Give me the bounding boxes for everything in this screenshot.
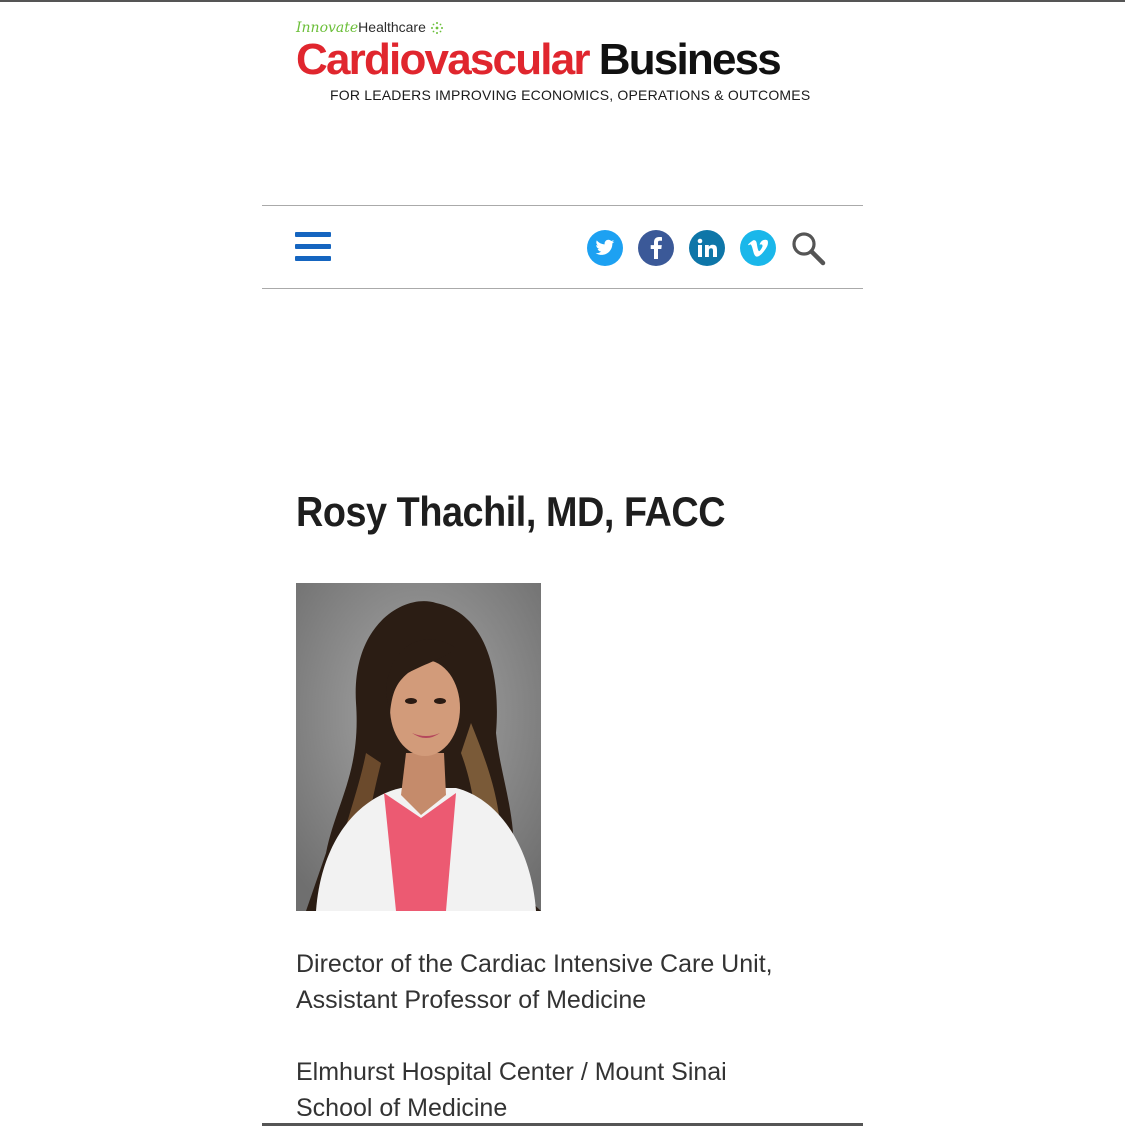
spark-icon: [430, 21, 444, 35]
logo-innovate-text: Innovate: [296, 20, 359, 36]
profile-title-line1: Director of the Cardiac Intensive Care Unit,: [296, 950, 773, 978]
profile-organization: [296, 1054, 856, 1126]
logo-business-text: Business: [598, 35, 780, 84]
site-tagline: FOR LEADERS IMPROVING ECONOMICS, OPERATIONS & OUTCOMES: [330, 87, 811, 103]
logo-innovate-healthcare: [296, 16, 816, 38]
hamburger-menu-icon[interactable]: [295, 232, 331, 262]
profile-title: [296, 946, 856, 1018]
nav-bar: [262, 205, 863, 289]
profile-photo: [296, 583, 541, 911]
profile-name: Rosy Thachil, MD, FACC: [296, 488, 726, 535]
logo-cardiovascular-text: Cardiovascular: [296, 35, 589, 84]
profile-org-line2: School of Medicine: [296, 1094, 508, 1122]
profile-title-line2: Assistant Professor of Medicine: [296, 986, 647, 1014]
facebook-icon[interactable]: [638, 230, 674, 266]
search-icon[interactable]: [790, 230, 826, 266]
profile-org-line1: Elmhurst Hospital Center / Mount Sinai: [296, 1058, 727, 1086]
logo-wordmark: [296, 35, 816, 84]
linkedin-icon[interactable]: [689, 230, 725, 266]
logo-healthcare-text: Healthcare: [358, 19, 426, 35]
site-logo[interactable]: [296, 16, 816, 82]
twitter-icon[interactable]: [587, 230, 623, 266]
vimeo-icon[interactable]: [740, 230, 776, 266]
